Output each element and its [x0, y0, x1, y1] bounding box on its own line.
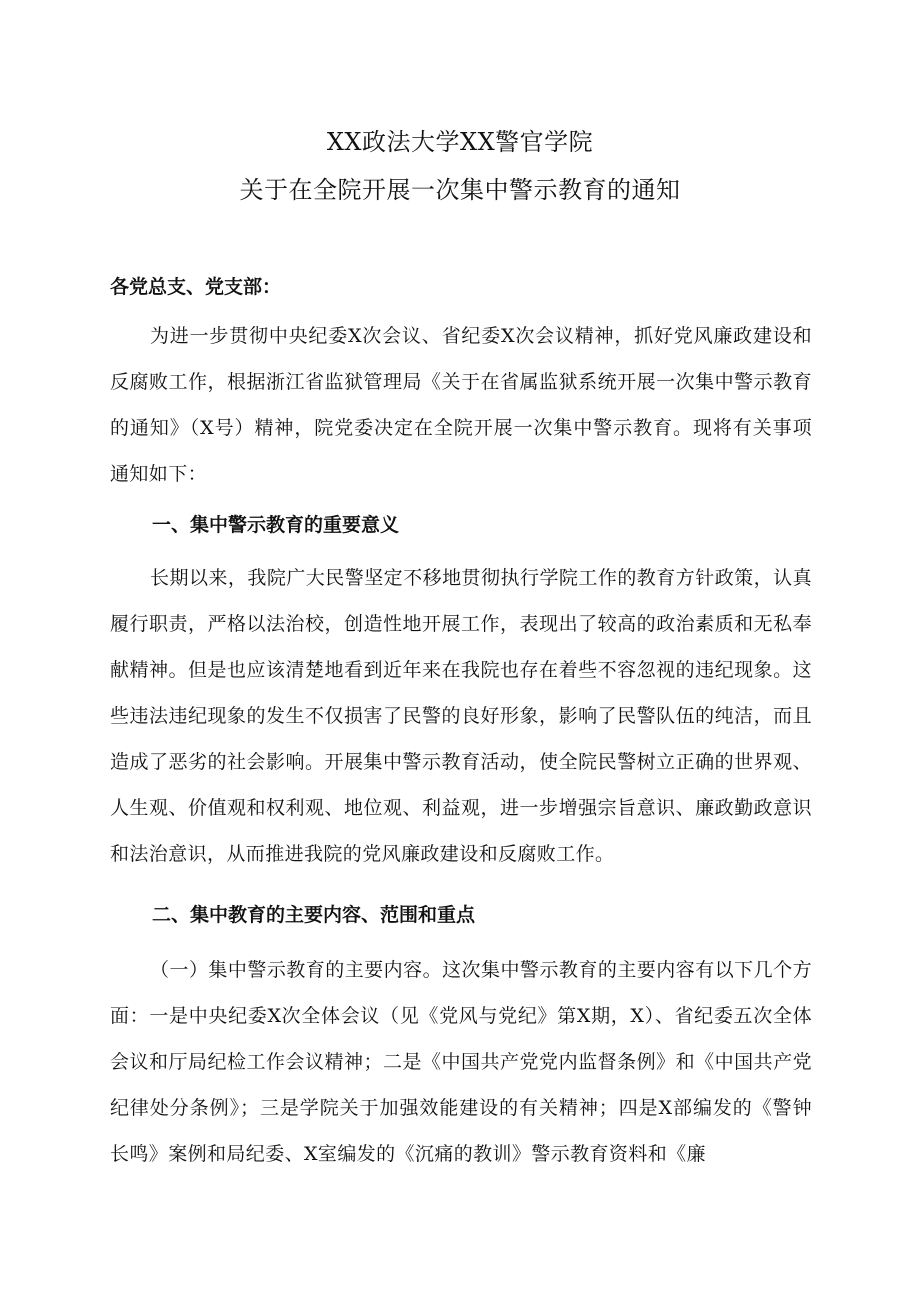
section-2-paragraph: （一）集中警示教育的主要内容。这次集中警示教育的主要内容有以下几个方面：一是中央纪委X次全体会议（见《党风与党纪》第X期，X）、省纪委五次全体会议和厅局纪检工作会议精神；二是《中国共产党党内监督条例》和《中国共产党纪律处分条例》；三是学院关于加强效能建设的有关精神；四是X部编发的《警钟长鸣》案例和局纪委、X室编发的《沉痛的教训》警示教育资料和《廉: [110, 959, 812, 1165]
section-1-paragraph: 长期以来，我院广大民警坚定不移地贯彻执行学院工作的教育方针政策，认真履行职责，严格以法治校，创造性地开展工作，表现出了较高的政治素质和无私奉献精神。但是也应该清楚地看到近年来在我院也存在着些不容忽视的违纪现象。这些违法违纪现象的发生不仅损害了民警的良好形象，影响了民警队伍的纯洁，而且造成了恶劣的社会影响。开展集中警示教育活动，使全院民警树立正确的世界观、人生观、价值观和权利观、地位观、利益观，进一步增强宗旨意识、廉政勤政意识和法治意识，从而推进我院的党风廉政建设和反腐败工作。: [110, 567, 812, 865]
section-1-heading: 一、集中警示教育的重要意义: [152, 514, 400, 536]
document-title-line-1: XX政法大学XX警官学院: [326, 128, 594, 156]
intro-paragraph: 为进一步贯彻中央纪委X次会议、省纪委X次会议精神，抓好党风廉政建设和反腐败工作，根据浙江省监狱管理局《关于在省属监狱系统开展一次集中警示教育的通知》（X号）精神，院党委决定在全院开展一次集中警示教育。现将有关事项通知如下：: [110, 325, 812, 485]
section-2-heading: 二、集中教育的主要内容、范围和重点: [152, 904, 476, 926]
document-title-line-2: 关于在全院开展一次集中警示教育的通知: [239, 176, 681, 204]
salutation: 各党总支、党支部：: [110, 276, 282, 298]
